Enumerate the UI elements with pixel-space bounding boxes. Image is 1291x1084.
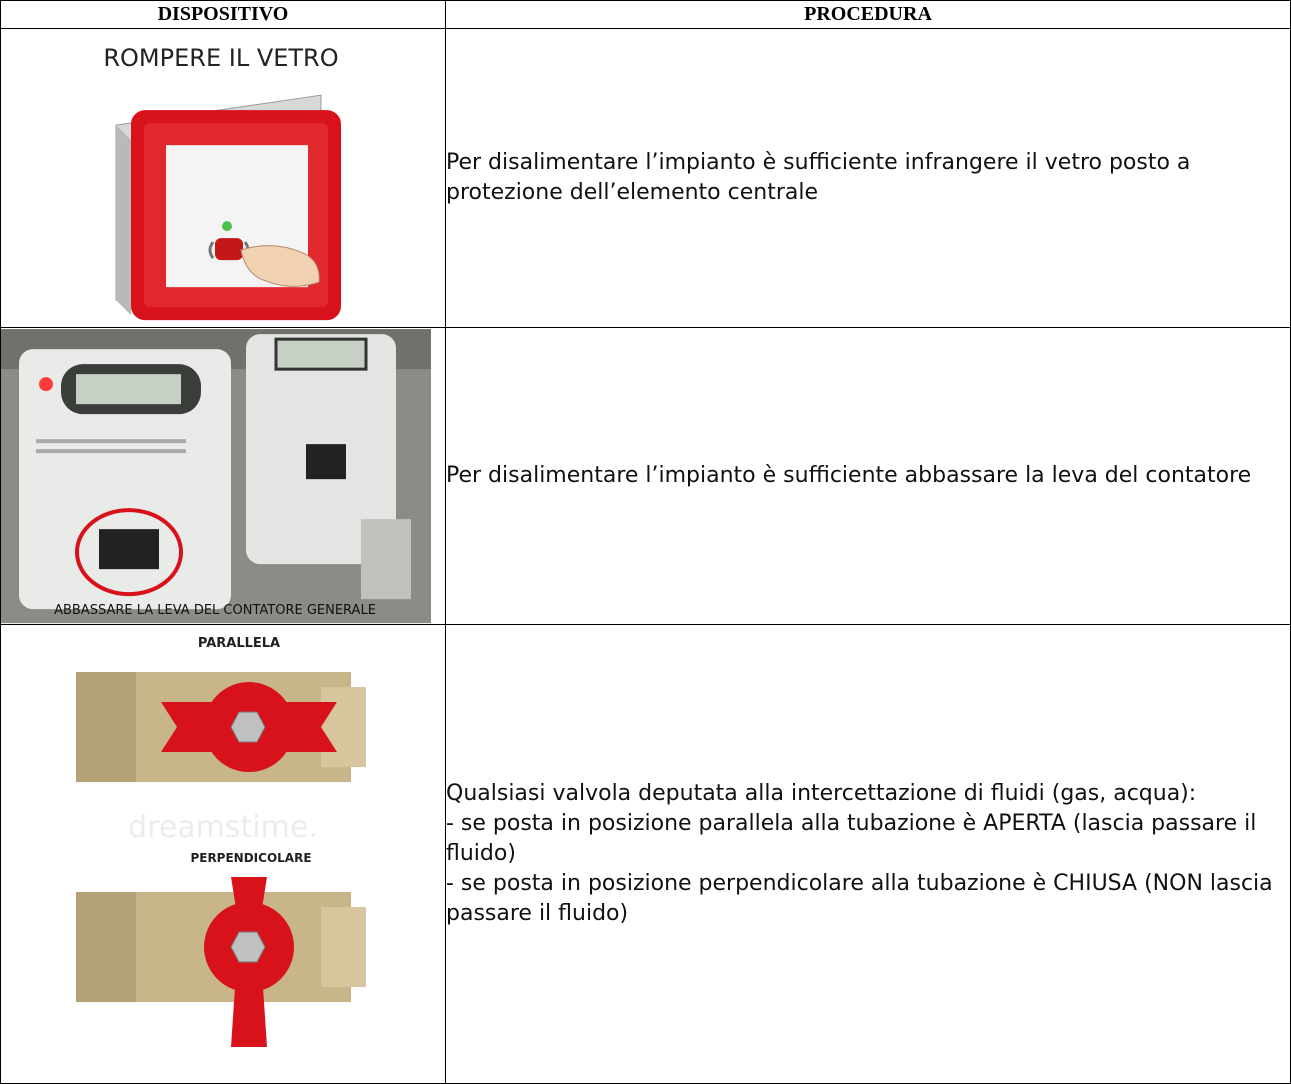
device-image-cell xyxy=(1,624,446,1083)
header-device: DISPOSITIVO xyxy=(1,1,446,29)
procedure-text-cell xyxy=(446,327,1291,624)
table-row xyxy=(1,29,1291,327)
procedure-line: Per disalimentare l’impianto è sufficiente infrangere il vetro posto a protezione dell’elemento centrale xyxy=(446,149,1191,205)
image-caption-top: PARALLELA xyxy=(197,635,281,651)
procedure-line: Per disalimentare l’impianto è sufficiente abbassare la leva del contatore xyxy=(446,462,1252,488)
electric-meter-icon xyxy=(1,328,446,624)
device-image-cell xyxy=(1,327,446,624)
fire-alarm-break-glass-icon xyxy=(1,29,446,326)
ball-valve-icon xyxy=(1,625,446,1083)
image-caption: ROMPERE IL VETRO xyxy=(103,44,339,73)
header-procedure: PROCEDURA xyxy=(446,1,1291,29)
device-image-cell xyxy=(1,29,446,327)
procedure-text-cell xyxy=(446,624,1291,1083)
table-row xyxy=(1,327,1291,624)
image-caption-bottom: PERPENDICOLARE xyxy=(190,850,312,865)
procedure-line: Qualsiasi valvola deputata alla intercettazione di fluidi (gas, acqua): xyxy=(446,780,1197,806)
procedure-line: - se posta in posizione parallela alla tubazione è APERTA (lascia passare il fluido) xyxy=(446,810,1257,866)
watermark: dreamstime. xyxy=(128,809,318,845)
table-row xyxy=(1,624,1291,1083)
procedure-text-cell xyxy=(446,29,1291,327)
procedure-line: - se posta in posizione perpendicolare alla tubazione è CHIUSA (NON lascia passare il fluido) xyxy=(446,870,1273,926)
image-caption: ABBASSARE LA LEVA DEL CONTATORE GENERALE xyxy=(54,602,376,618)
